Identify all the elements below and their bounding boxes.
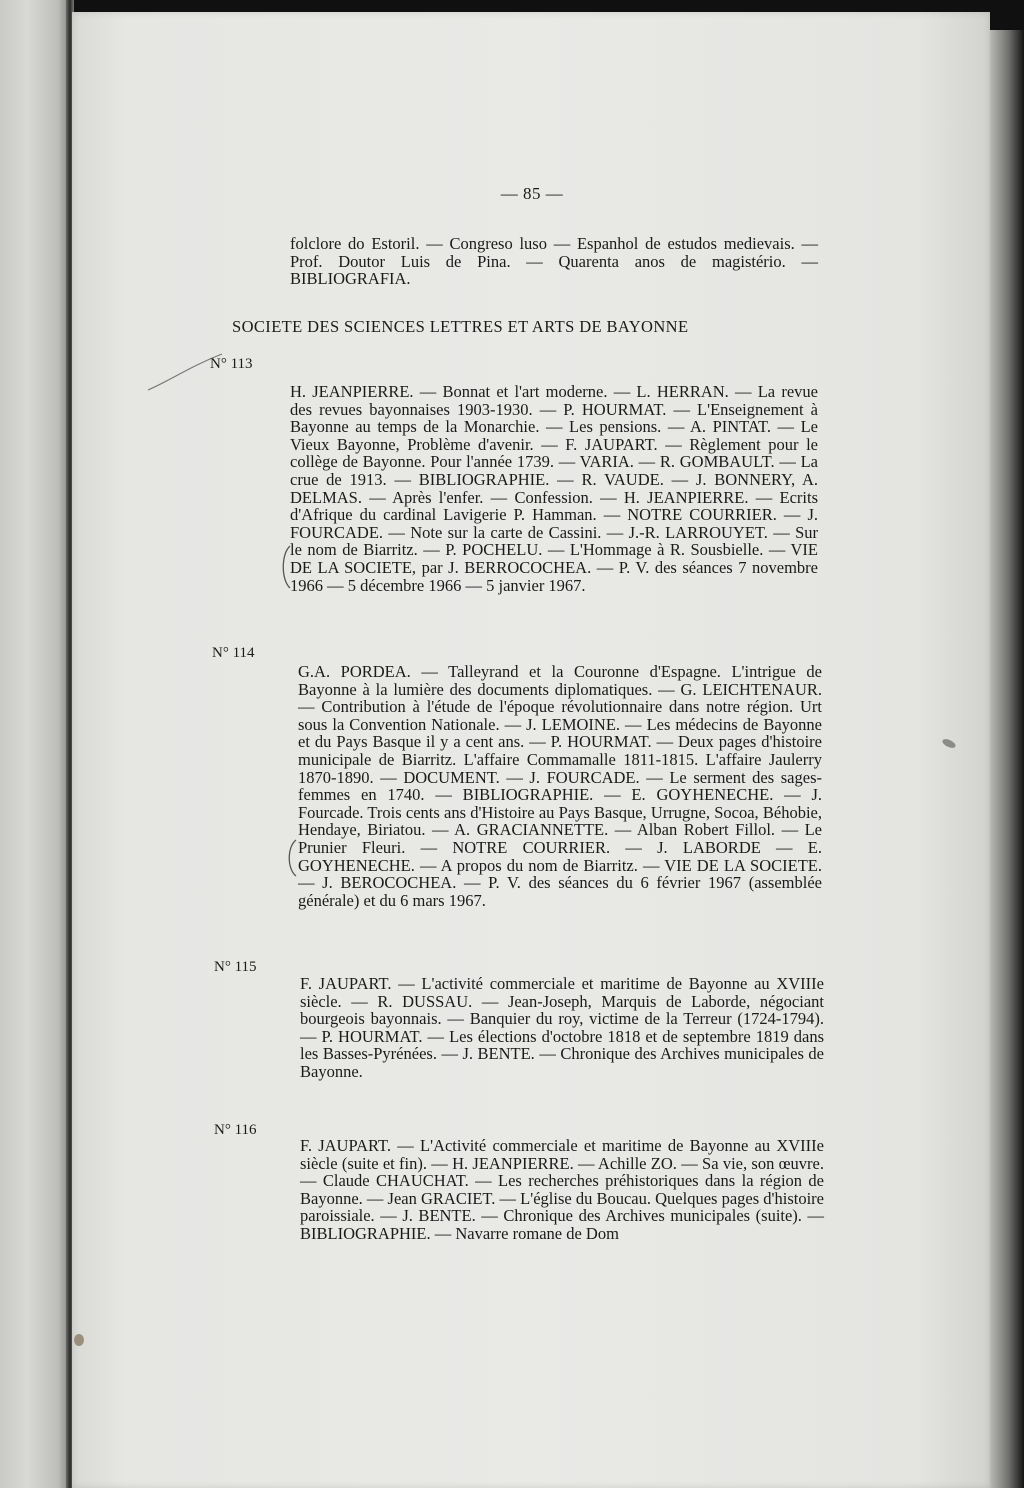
page <box>72 12 990 1488</box>
issue-number: N° 114 <box>212 645 255 661</box>
intro-paragraph: folclore do Estoril. — Congreso luso — Espanhol de estudos medievais. — Prof. Doutor Luis de Pina. — Quarenta anos de magistério. — BIBLIOGRAFIA. <box>290 234 818 289</box>
issue-contents: H. JEANPIERRE. — Bonnat et l'art moderne. — L. HERRAN. — La revue des revues bayonnaises 1903-1930. — P. HOURMAT. — L'Enseignement à Bayonne au temps de la Monarchie. — Les pensions. — A. PINTAT. — Le Vieux Bayonne, Problème d'avenir. — F. JAUPART. — Règlement pour le collège de Bayonne. Pour l'année 1739. — VARIA. — R. GOMBAULT. — La crue de 1913. — BIBLIOGRAPHIE. — R. VAUDE. — J. BONNERY, A. DELMAS. — Après l'enfer. — Confession. — H. JEANPIERRE. — Ecrits d'Afrique du cardinal Lavigerie P. Hamman. — NOTRE COURRIER. — J. FOURCADE. — Note sur la carte de Cassini. — J.-R. LARROUYET. — Sur le nom de Biarritz. — P. POCHELU. — L'Hommage à R. Sousbielle. — VIE DE LA SOCIETE, par J. BERROCOCHEA. — P. V. des séances 7 novembre 1966 — 5 décembre 1966 — 5 janvier 1967. <box>290 382 818 595</box>
paper-blemish <box>941 737 957 749</box>
issue-contents: F. JAUPART. — L'Activité commerciale et maritime de Bayonne au XVIIIe siècle (suite et fin). — H. JEANPIERRE. — Achille ZO. — Sa vie, son œuvre. — Claude CHAUCHAT. — Les recherches préhistoriques dans la région de Bayonne. — Jean GRACIET. — L'église du Boucau. Quelques pages d'histoire paroissiale. — J. BENTE. — Chronique des Archives municipales (suite). — BIBLIOGRAPHIE. — Navarre romane de Dom <box>300 1136 824 1243</box>
page-number: — 85 — <box>500 184 564 203</box>
pencil-bracket <box>278 544 292 590</box>
pencil-bracket <box>284 838 298 878</box>
issue-contents: F. JAUPART. — L'activité commerciale et maritime de Bayonne au XVIIIe siècle. — R. DUSSAU. — Jean-Joseph, Marquis de Laborde, négociant bourgeois bayonnais. — Banquier du roy, victime de la Terreur (1724-1794). — P. HOURMAT. — Les élections d'octobre 1818 et de septembre 1819 dans les Basses-Pyrénées. — J. BENTE. — Chronique des Archives municipales de Bayonne. <box>300 974 824 1081</box>
page-edge-shadow <box>990 30 1024 1488</box>
issue-number: N° 113 <box>210 356 253 372</box>
issue-contents: G.A. PORDEA. — Talleyrand et la Couronne d'Espagne. L'intrigue de Bayonne à la lumière des documents diplomatiques. — G. LEICHTENAUR. — Contribution à l'étude de l'époque révolutionnaire dans notre région. Urt sous la Convention Nationale. — J. LEMOINE. — Les médecins de Bayonne et du Pays Basque il y a cent ans. — P. HOURMAT. — Deux pages d'histoire municipale de Biarritz. L'affaire Commamalle 1811-1815. L'affaire Jaulerry 1870-1890. — DOCUMENT. — J. FOURCADE. — Le serment des sages-femmes en 1740. — BIBLIOGRAPHIE. — E. GOYHENECHE. — J. Fourcade. Trois cents ans d'Histoire au Pays Basque, Urrugne, Socoa, Béhobie, Hendaye, Biriatou. — A. GRACIANNETTE. — Alban Robert Fillol. — Le Prunier Fleuri. — NOTRE COURRIER. — J. LABORDE — E. GOYHENECHE. — A propos du nom de Biarritz. — VIE DE LA SOCIETE. — J. BEROCOCHEA. — P. V. des séances du 6 février 1967 (assemblée générale) et du 6 mars 1967. <box>298 662 822 910</box>
issue-number: N° 115 <box>214 959 257 975</box>
issue-number: N° 116 <box>214 1122 257 1138</box>
section-heading: SOCIETE DES SCIENCES LETTRES ET ARTS DE BAYONNE <box>232 317 689 336</box>
paper-blemish <box>74 1334 84 1346</box>
facing-page-edge <box>0 0 68 1488</box>
